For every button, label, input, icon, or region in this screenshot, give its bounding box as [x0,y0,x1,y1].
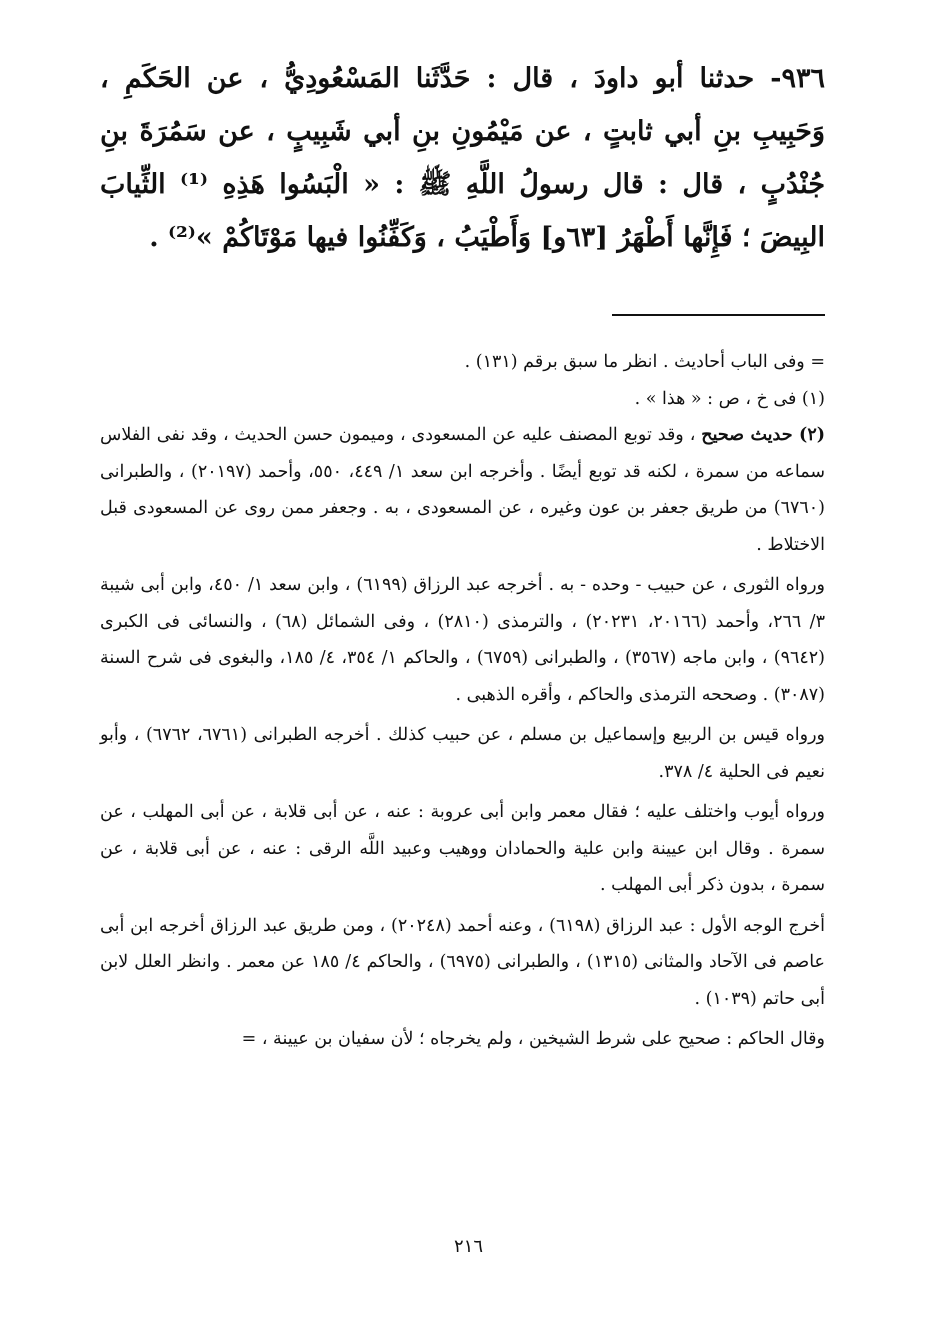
hadith-body: حدثنا أبو داودَ ، قال : حَدَّثَنا المَسْعُودِيُّ ، عن الحَكَمِ ، وَحَبِيبِ بنِ أبي ثابتٍ ، عن مَيْمُونِ بنِ أبي شَبِيبٍ ، عن سَمُرَةَ بنِ جُنْدُبٍ ، قال : قال رسولُ اللَّهِ ﷺ : « الْبَسُوا هَذِهِ ⁽¹⁾ الثِّيابَ البِيضَ ؛ فَإِنَّها أَطْهَرُ [٦٣و] وَأَطْيَبُ ، وَكَفِّنُوا فيها مَوْتَاكُمْ »⁽²⁾ . [100,63,826,253]
footnotes [100,344,825,1062]
footnote-divider [612,314,825,316]
hadith-number: ٩٣٦- [770,63,825,94]
footnote-2 [100,417,825,563]
footnote-paragraph-4: ورواه قيس بن الربيع وإسماعيل بن مسلم ، عن حبيب كذلك . أخرجه الطبرانى (٦٧٦١، ٦٧٦٢) ، وأبو نعيم فى الحلية ٤/ ٣٧٨. [100,725,825,782]
footnote-2-label: (٢) حديث صحيح [701,425,825,445]
footnote-paragraph-6: أخرج الوجه الأول : عبد الرزاق (٦١٩٨) ، وعنه أحمد (٢٠٢٤٨) ، ومن طريق عبد الرزاق أخرجه ابن أبى عاصم فى الآحاد والمثانى (١٣١٥) ، والطبرانى (٦٩٧٥) ، والحاكم ٤/ ١٨٥ عن معمر . وانظر العلل لابن أبى حاتم (١٠٣٩) . [100,915,826,1009]
hadith-text-block [100,52,825,264]
footnote-paragraph-7: وقال الحاكم : صحيح على شرط الشيخين ، ولم يخرجاه ؛ لأن سفيان بن عيينة ، = [241,1029,825,1049]
footnote-2-text: ، وقد توبع المصنف عليه عن المسعودى ، وميمون حسن الحديث ، وقد نفى الفلاس سماعه من سمرة ، لكنه قد توبع أيضًا . وأخرجه ابن سعد ١/ ٤٤٩، ٥٥٠، وأحمد (٢٠١٩٧) ، والطبرانى (٦٧٦٠) من طريق جعفر بن عون وغيره ، عن المسعودى ، به . وجعفر ممن روى عن المسعودى قبل الاختلاط . [100,425,825,555]
footnote-continuation: = وفى الباب أحاديث . انظر ما سبق برقم (١٣١) . [464,352,825,372]
footnote-1: (١) فى خ ، ص : « هذا » . [634,388,825,409]
footnote-paragraph-5: ورواه أيوب واختلف عليه ؛ فقال معمر وابن أبى عروبة : عنه ، عن أبى قلابة ، عن أبى المهلب ، عن سمرة . وقال ابن عيينة وابن علية والحمادان ووهيب وعبيد اللَّه الرقى : عنه ، عن أبى قلابة ، عن سمرة ، بدون ذكر أبى المهلب . [100,802,825,895]
page-number: ٢١٦ [453,1236,483,1257]
footnote-paragraph-3: ورواه الثورى ، عن حبيب - وحده - به . أخرجه عبد الرزاق (٦١٩٩) ، وابن سعد ١/ ٤٥٠، وابن أبى شيبة ٣/ ٢٦٦، وأحمد (٢٠١٦٦، ٢٠٢٣١) ، والترمذى (٢٨١٠) ، وفى الشمائل (٦٨) ، والنسائى فى الكبرى (٩٦٤٢) ، وابن ماجه (٣٥٦٧) ، والطبرانى (٦٧٥٩) ، والحاكم ١/ ٣٥٤، ٤/ ١٨٥، والبغوى فى شرح السنة (٣٠٨٧) . وصححه الترمذى والحاكم ، وأقره الذهبى . [100,575,825,705]
